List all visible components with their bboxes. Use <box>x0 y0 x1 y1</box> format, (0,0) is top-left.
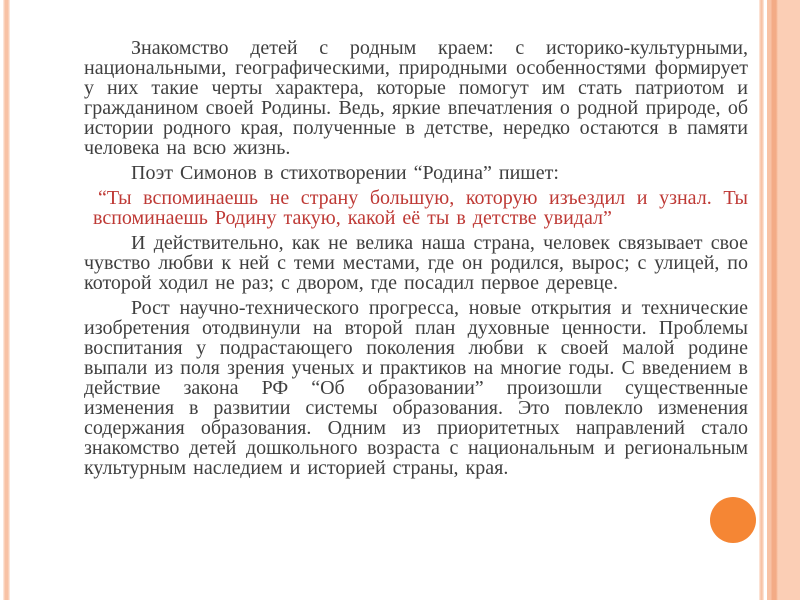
left-border-stripe <box>3 0 10 600</box>
paragraph-reflection: И действительно, как не велика наша страна, человек связывает свое чувство любви к ней с теми местами, где он родился, вырос; с улицей, по которой ходил не раз; с двором, где посадил первое деревце. <box>84 232 748 294</box>
right-border-band <box>758 0 800 600</box>
right-border-thin-stripe <box>759 0 764 600</box>
paragraph-poem-quote: “Ты вспоминаешь не страну большую, которую изъездил и узнал. Ты вспоминаешь Родину такую, какой её ты в детстве увидал” <box>93 187 748 229</box>
paragraph-poet-lead: Поэт Симонов в стихотворении “Родина” пишет: <box>131 162 559 184</box>
paragraph-conclusion: Рост научно-технического прогресса, новые открытия и технические изобретения отодвинули на второй план духовные ценности. Проблемы воспитания у подрастающего поколения любви к своей малой родине выпали из поля зрения ученых и практиков на многие годы. С введением в действие закона РФ “Об образовании” произошли существенные изменения в развитии системы образования. Это повлекло изменения содержания образования. Одним из приоритетных направлений стало знакомство детей дошкольного возраста с национальным и региональным культурным наследием и историей страны, края. <box>84 297 748 479</box>
paragraph-intro: Знакомство детей с родным краем: с историко-культурными, национальными, географическими, природными особенностями формирует у них такие черты характера, которые помогут им стать патриотом и гражданином своей Родины. Ведь, яркие впечатления о родной природе, об истории родного края, полученные в детстве, нередко остаются в памяти человека на всю жизнь. <box>84 37 748 159</box>
decorative-circle <box>710 497 756 543</box>
slide-text-block <box>84 38 748 483</box>
right-border-wide-stripe <box>767 0 800 600</box>
